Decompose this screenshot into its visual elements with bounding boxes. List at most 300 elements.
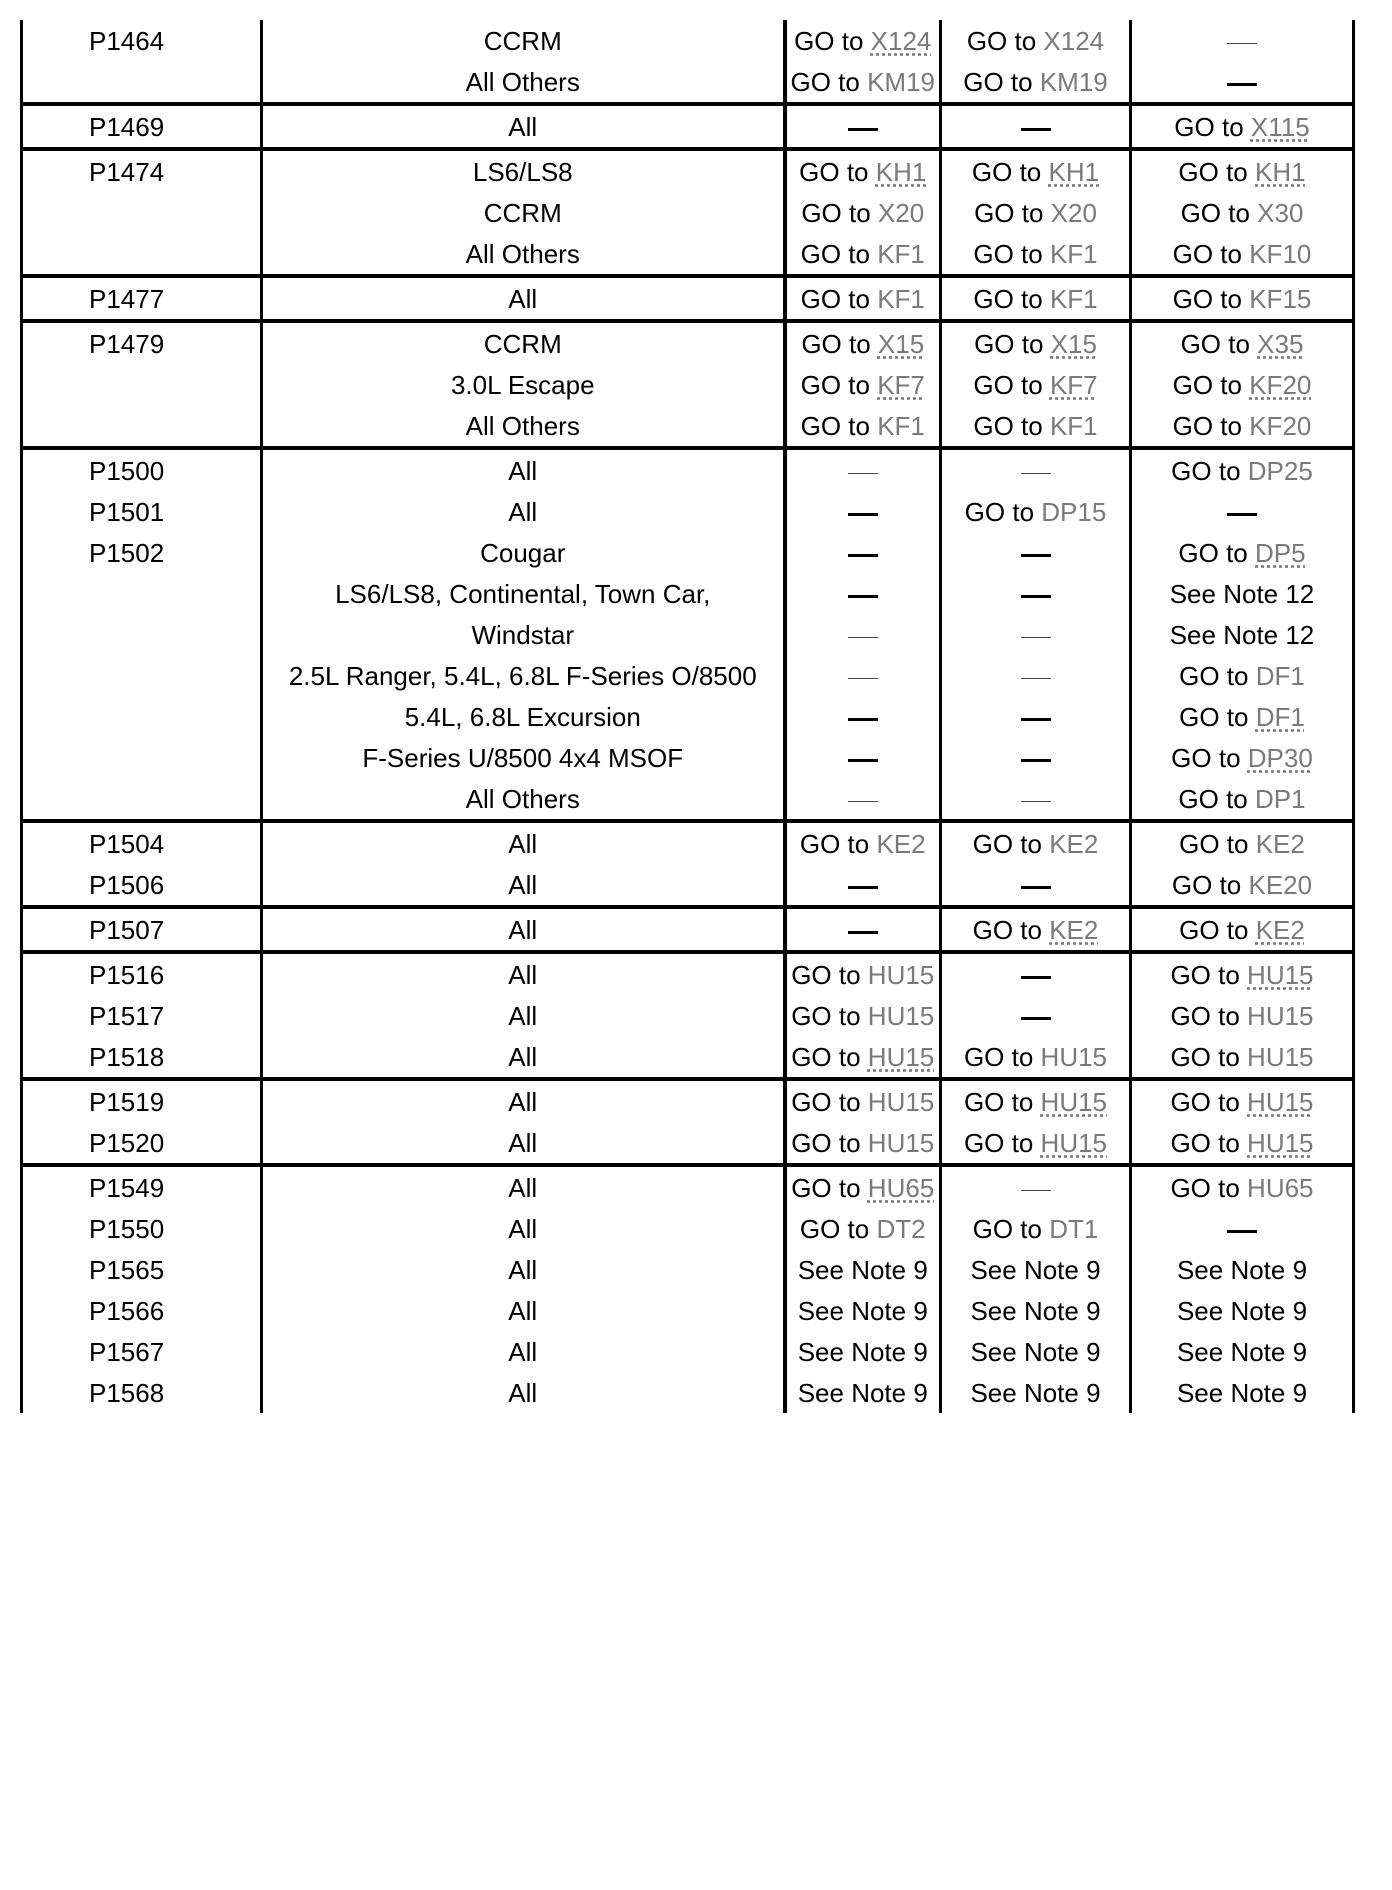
- application-cell: CCRM: [262, 20, 785, 61]
- action-cell: [785, 1372, 941, 1413]
- pinpoint-test-link[interactable]: HU15: [1040, 1128, 1108, 1158]
- table-row: [22, 321, 1354, 364]
- goto-label: GO to: [791, 1087, 861, 1117]
- action-cell: [1131, 448, 1354, 491]
- action-cell: [941, 448, 1131, 491]
- pinpoint-test-link[interactable]: HU15: [867, 1087, 935, 1117]
- application-cell: All: [262, 448, 785, 491]
- application-cell: 3.0L Escape: [262, 364, 785, 405]
- action-cell: [1131, 821, 1354, 864]
- action-cell: [941, 532, 1131, 573]
- pinpoint-test-link[interactable]: KE20: [1248, 870, 1313, 900]
- goto-label: GO to: [963, 1087, 1034, 1117]
- action-cell: [1131, 655, 1354, 696]
- action-cell: [1131, 737, 1354, 778]
- table-row: [22, 907, 1354, 952]
- table-row: [22, 1249, 1354, 1290]
- table-row: [22, 532, 1354, 573]
- action-cell: [1131, 405, 1354, 448]
- em-dash-mark: [848, 128, 878, 131]
- action-cell: [785, 1165, 941, 1208]
- pinpoint-test-link[interactable]: DT2: [876, 1214, 926, 1244]
- application-cell: LS6/LS8, Continental, Town Car,: [262, 573, 785, 614]
- application-cell: All: [262, 276, 785, 321]
- pinpoint-test-link[interactable]: DP1: [1255, 784, 1306, 814]
- pinpoint-test-link[interactable]: KF1: [1049, 284, 1098, 314]
- table-row: [22, 61, 1354, 104]
- table-row: [22, 192, 1354, 233]
- dtc-code-cell: P1507: [22, 907, 262, 952]
- action-cell: [1131, 907, 1354, 952]
- action-cell: [785, 614, 941, 655]
- action-cell: [941, 864, 1131, 907]
- goto-label: GO to: [972, 1214, 1042, 1244]
- em-dash-mark: [1227, 83, 1257, 86]
- action-cell: [785, 952, 941, 995]
- dtc-code-cell: P1504: [22, 821, 262, 864]
- action-cell: [941, 778, 1131, 821]
- goto-label: GO to: [1170, 1001, 1240, 1031]
- dtc-code-cell: P1518: [22, 1036, 262, 1079]
- action-cell: [785, 1036, 941, 1079]
- pinpoint-test-link[interactable]: DT1: [1049, 1214, 1099, 1244]
- action-cell: [1131, 104, 1354, 149]
- application-cell: Cougar: [262, 532, 785, 573]
- em-dash-mark: [1021, 128, 1051, 131]
- note-text: See Note 12: [1169, 620, 1315, 650]
- action-cell: [1131, 864, 1354, 907]
- action-cell: [785, 1290, 941, 1331]
- action-cell: [1131, 1249, 1354, 1290]
- action-cell: [941, 737, 1131, 778]
- table-row: [22, 737, 1354, 778]
- action-cell: [1131, 321, 1354, 364]
- application-cell: 5.4L, 6.8L Excursion: [262, 696, 785, 737]
- action-cell: [941, 491, 1131, 532]
- note-text: See Note 9: [970, 1337, 1101, 1367]
- dtc-code-cell: P1565: [22, 1249, 262, 1290]
- goto-label: GO to: [972, 829, 1042, 859]
- goto-label: GO to: [972, 915, 1042, 945]
- goto-label: GO to: [1170, 960, 1240, 990]
- goto-label: GO to: [963, 1042, 1034, 1072]
- action-cell: [1131, 1208, 1354, 1249]
- pinpoint-test-link[interactable]: KE2: [876, 829, 926, 859]
- dtc-code-cell: P1477: [22, 276, 262, 321]
- action-cell: [1131, 149, 1354, 192]
- pinpoint-test-link[interactable]: KH1: [1255, 157, 1306, 187]
- application-cell: All: [262, 1122, 785, 1165]
- goto-label: GO to: [973, 239, 1043, 269]
- pinpoint-test-link[interactable]: KF1: [1049, 411, 1098, 441]
- action-cell: [785, 778, 941, 821]
- application-cell: Windstar: [262, 614, 785, 655]
- application-cell: F-Series U/8500 4x4 MSOF: [262, 737, 785, 778]
- dtc-code-cell: P1566: [22, 1290, 262, 1331]
- action-cell: [785, 655, 941, 696]
- action-cell: [785, 532, 941, 573]
- action-cell: [1131, 1372, 1354, 1413]
- em-dash-mark: [1021, 637, 1051, 638]
- action-cell: [785, 192, 941, 233]
- action-cell: [785, 149, 941, 192]
- action-cell: [785, 20, 941, 61]
- em-dash-mark: [1021, 759, 1051, 762]
- action-cell: [941, 233, 1131, 276]
- pinpoint-test-link[interactable]: KF7: [1049, 370, 1098, 400]
- dtc-table-body: [22, 20, 1354, 1413]
- em-dash-mark: [1021, 801, 1051, 802]
- dtc-code-cell: P1464: [22, 20, 262, 61]
- application-cell: All: [262, 1290, 785, 1331]
- em-dash-mark: [1021, 976, 1051, 979]
- application-cell: All: [262, 1208, 785, 1249]
- goto-label: GO to: [791, 1173, 861, 1203]
- em-dash-mark: [1021, 678, 1051, 679]
- table-row: [22, 1036, 1354, 1079]
- action-cell: [941, 321, 1131, 364]
- em-dash-mark: [1227, 513, 1257, 516]
- em-dash-mark: [1227, 1230, 1257, 1233]
- goto-label: GO to: [1171, 456, 1241, 486]
- action-cell: [941, 1208, 1131, 1249]
- action-cell: [941, 149, 1131, 192]
- application-cell: All: [262, 907, 785, 952]
- table-row: [22, 149, 1354, 192]
- pinpoint-test-link[interactable]: KE2: [1049, 915, 1099, 945]
- application-cell: All: [262, 1079, 785, 1122]
- pinpoint-test-link[interactable]: HU15: [1247, 1128, 1314, 1158]
- pinpoint-test-link[interactable]: KF1: [877, 411, 925, 441]
- pinpoint-test-link[interactable]: KF20: [1249, 411, 1312, 441]
- action-cell: [1131, 192, 1354, 233]
- action-cell: [1131, 995, 1354, 1036]
- table-row: [22, 1165, 1354, 1208]
- action-cell: [941, 1290, 1131, 1331]
- dtc-code-cell: P1516: [22, 952, 262, 995]
- dtc-code-cell: P1506: [22, 864, 262, 907]
- action-cell: [941, 1036, 1131, 1079]
- action-cell: [1131, 20, 1354, 61]
- note-text: See Note 9: [1176, 1255, 1308, 1285]
- dtc-code-cell: [22, 614, 262, 655]
- pinpoint-test-link[interactable]: X20: [1050, 198, 1097, 228]
- pinpoint-test-link[interactable]: X20: [877, 198, 925, 228]
- action-cell: [941, 952, 1131, 995]
- table-row: [22, 1372, 1354, 1413]
- em-dash-mark: [1021, 554, 1051, 557]
- action-cell: [1131, 573, 1354, 614]
- goto-label: GO to: [1179, 829, 1249, 859]
- goto-label: GO to: [973, 284, 1043, 314]
- action-cell: [1131, 491, 1354, 532]
- pinpoint-test-link[interactable]: KE2: [1255, 829, 1305, 859]
- note-text: See Note 9: [1176, 1296, 1308, 1326]
- action-cell: [941, 364, 1131, 405]
- pinpoint-test-link[interactable]: KE2: [1049, 829, 1099, 859]
- dtc-code-cell: [22, 61, 262, 104]
- pinpoint-test-link[interactable]: DP25: [1247, 456, 1313, 486]
- dtc-code-cell: [22, 655, 262, 696]
- goto-label: GO to: [974, 329, 1044, 359]
- pinpoint-test-link[interactable]: X15: [1050, 329, 1097, 359]
- pinpoint-test-link[interactable]: KF15: [1249, 284, 1312, 314]
- application-cell: All: [262, 952, 785, 995]
- action-cell: [941, 1331, 1131, 1372]
- pinpoint-test-link[interactable]: HU15: [867, 1001, 935, 1031]
- em-dash-mark: [848, 637, 878, 638]
- pinpoint-test-link[interactable]: KH1: [1048, 157, 1100, 187]
- goto-label: GO to: [966, 26, 1037, 56]
- action-cell: [1131, 61, 1354, 104]
- action-cell: [941, 1249, 1131, 1290]
- table-row: [22, 696, 1354, 737]
- action-cell: [941, 192, 1131, 233]
- action-cell: [785, 1208, 941, 1249]
- action-cell: [941, 655, 1131, 696]
- goto-label: GO to: [790, 67, 860, 97]
- note-text: See Note 9: [797, 1378, 928, 1408]
- application-cell: All: [262, 864, 785, 907]
- pinpoint-test-link[interactable]: KF1: [1049, 239, 1098, 269]
- pinpoint-test-link[interactable]: HU15: [1247, 960, 1314, 990]
- action-cell: [785, 405, 941, 448]
- pinpoint-test-link[interactable]: X35: [1257, 329, 1304, 359]
- table-row: [22, 573, 1354, 614]
- goto-label: GO to: [801, 198, 871, 228]
- em-dash-mark: [1021, 473, 1051, 474]
- goto-label: GO to: [1180, 329, 1250, 359]
- table-row: [22, 1208, 1354, 1249]
- action-cell: [1131, 696, 1354, 737]
- action-cell: [1131, 614, 1354, 655]
- pinpoint-test-link[interactable]: KH1: [875, 157, 927, 187]
- table-row: [22, 1331, 1354, 1372]
- action-cell: [941, 821, 1131, 864]
- goto-label: GO to: [963, 67, 1033, 97]
- pinpoint-test-link[interactable]: HU15: [1247, 1087, 1314, 1117]
- pinpoint-test-link[interactable]: KM19: [1039, 67, 1108, 97]
- dtc-code-cell: P1519: [22, 1079, 262, 1122]
- action-cell: [941, 20, 1131, 61]
- goto-label: GO to: [794, 26, 864, 56]
- pinpoint-test-link[interactable]: X124: [870, 26, 932, 56]
- goto-label: GO to: [1172, 411, 1242, 441]
- goto-label: GO to: [1170, 1087, 1240, 1117]
- pinpoint-test-link[interactable]: KF7: [877, 370, 925, 400]
- action-cell: [941, 104, 1131, 149]
- em-dash-mark: [1021, 886, 1051, 889]
- action-cell: [941, 61, 1131, 104]
- application-cell: All: [262, 1372, 785, 1413]
- goto-label: GO to: [799, 1214, 870, 1244]
- table-row: [22, 20, 1354, 61]
- action-cell: [1131, 778, 1354, 821]
- pinpoint-test-link[interactable]: DP30: [1247, 743, 1313, 773]
- application-cell: All: [262, 1165, 785, 1208]
- goto-label: GO to: [971, 157, 1042, 187]
- table-row: [22, 276, 1354, 321]
- pinpoint-test-link[interactable]: DF1: [1255, 702, 1305, 732]
- goto-label: GO to: [973, 411, 1043, 441]
- dtc-code-cell: P1502: [22, 532, 262, 573]
- goto-label: GO to: [1179, 915, 1249, 945]
- em-dash-mark: [848, 473, 878, 474]
- dtc-code-cell: [22, 364, 262, 405]
- action-cell: [941, 614, 1131, 655]
- goto-label: GO to: [800, 284, 870, 314]
- action-cell: [941, 1372, 1131, 1413]
- pinpoint-test-link[interactable]: HU15: [867, 1042, 935, 1072]
- action-cell: [1131, 1079, 1354, 1122]
- table-row: [22, 614, 1354, 655]
- goto-label: GO to: [1172, 370, 1242, 400]
- application-cell: All Others: [262, 233, 785, 276]
- em-dash-mark: [848, 554, 878, 557]
- pinpoint-test-link[interactable]: DP5: [1255, 538, 1306, 568]
- goto-label: GO to: [800, 239, 870, 269]
- pinpoint-test-link[interactable]: DF1: [1255, 661, 1305, 691]
- application-cell: 2.5L Ranger, 5.4L, 6.8L F-Series O/8500: [262, 655, 785, 696]
- dtc-code-cell: [22, 405, 262, 448]
- pinpoint-test-link[interactable]: KF10: [1249, 239, 1312, 269]
- pinpoint-test-link[interactable]: KE2: [1255, 915, 1305, 945]
- action-cell: [785, 821, 941, 864]
- action-cell: [785, 1331, 941, 1372]
- goto-label: GO to: [1170, 1173, 1240, 1203]
- goto-label: GO to: [1178, 538, 1248, 568]
- pinpoint-test-link[interactable]: HU15: [1040, 1042, 1108, 1072]
- action-cell: [785, 1249, 941, 1290]
- goto-label: GO to: [974, 198, 1044, 228]
- pinpoint-test-link[interactable]: X30: [1257, 198, 1304, 228]
- application-cell: LS6/LS8: [262, 149, 785, 192]
- pinpoint-test-link[interactable]: HU15: [1247, 1042, 1314, 1072]
- pinpoint-test-link[interactable]: X15: [877, 329, 925, 359]
- em-dash-mark: [848, 595, 878, 598]
- note-text: See Note 9: [970, 1255, 1101, 1285]
- goto-label: GO to: [791, 1128, 861, 1158]
- goto-label: GO to: [800, 370, 870, 400]
- em-dash-mark: [848, 801, 878, 802]
- em-dash-mark: [1021, 718, 1051, 721]
- application-cell: All: [262, 1036, 785, 1079]
- goto-label: GO to: [1179, 702, 1249, 732]
- pinpoint-test-link[interactable]: HU15: [867, 960, 935, 990]
- action-cell: [1131, 532, 1354, 573]
- action-cell: [941, 907, 1131, 952]
- goto-label: GO to: [1170, 1128, 1240, 1158]
- action-cell: [1131, 233, 1354, 276]
- table-row: [22, 1122, 1354, 1165]
- dtc-code-cell: [22, 696, 262, 737]
- em-dash-mark: [848, 513, 878, 516]
- pinpoint-test-link[interactable]: HU15: [1040, 1087, 1108, 1117]
- em-dash-mark: [848, 886, 878, 889]
- dtc-code-cell: [22, 778, 262, 821]
- table-row: [22, 821, 1354, 864]
- pinpoint-test-link[interactable]: X115: [1250, 112, 1310, 142]
- goto-label: GO to: [1174, 112, 1244, 142]
- goto-label: GO to: [1171, 743, 1241, 773]
- dtc-code-cell: P1517: [22, 995, 262, 1036]
- em-dash-mark: [1227, 43, 1257, 44]
- pinpoint-test-link[interactable]: HU15: [867, 1128, 935, 1158]
- action-cell: [785, 573, 941, 614]
- action-cell: [941, 1165, 1131, 1208]
- dtc-code-cell: P1469: [22, 104, 262, 149]
- application-cell: CCRM: [262, 321, 785, 364]
- action-cell: [785, 321, 941, 364]
- action-cell: [1131, 952, 1354, 995]
- goto-label: GO to: [1178, 157, 1248, 187]
- table-row: [22, 952, 1354, 995]
- pinpoint-test-link[interactable]: HU65: [867, 1173, 935, 1203]
- pinpoint-test-link[interactable]: KF1: [877, 284, 925, 314]
- table-row: [22, 491, 1354, 532]
- dtc-code-cell: P1479: [22, 321, 262, 364]
- goto-label: GO to: [1180, 198, 1250, 228]
- goto-label: GO to: [1170, 1042, 1240, 1072]
- pinpoint-test-link[interactable]: KF20: [1249, 370, 1312, 400]
- note-text: See Note 9: [970, 1296, 1101, 1326]
- pinpoint-test-link[interactable]: HU65: [1247, 1173, 1314, 1203]
- application-cell: All: [262, 1249, 785, 1290]
- action-cell: [785, 995, 941, 1036]
- action-cell: [785, 737, 941, 778]
- table-row: [22, 864, 1354, 907]
- action-cell: [785, 448, 941, 491]
- table-row: [22, 778, 1354, 821]
- dtc-code-cell: [22, 737, 262, 778]
- dtc-code-cell: P1500: [22, 448, 262, 491]
- pinpoint-test-link[interactable]: DP15: [1041, 497, 1107, 527]
- table-row: [22, 995, 1354, 1036]
- goto-label: GO to: [791, 960, 861, 990]
- table-row: [22, 364, 1354, 405]
- pinpoint-test-link[interactable]: KF1: [877, 239, 925, 269]
- dtc-code-cell: [22, 192, 262, 233]
- table-row: [22, 405, 1354, 448]
- pinpoint-test-link[interactable]: KM19: [867, 67, 936, 97]
- em-dash-mark: [1021, 595, 1051, 598]
- pinpoint-test-link[interactable]: X124: [1043, 26, 1105, 56]
- action-cell: [785, 233, 941, 276]
- action-cell: [941, 405, 1131, 448]
- action-cell: [785, 864, 941, 907]
- goto-label: GO to: [799, 829, 870, 859]
- goto-label: GO to: [1178, 784, 1248, 814]
- table-row: [22, 104, 1354, 149]
- action-cell: [941, 1122, 1131, 1165]
- application-cell: All Others: [262, 778, 785, 821]
- action-cell: [785, 61, 941, 104]
- action-cell: [785, 1122, 941, 1165]
- dtc-code-cell: [22, 233, 262, 276]
- action-cell: [1131, 1165, 1354, 1208]
- pinpoint-test-link[interactable]: HU15: [1247, 1001, 1314, 1031]
- note-text: See Note 9: [970, 1378, 1101, 1408]
- dtc-code-cell: P1501: [22, 491, 262, 532]
- goto-label: GO to: [1179, 661, 1249, 691]
- application-cell: All: [262, 1331, 785, 1372]
- goto-label: GO to: [1171, 870, 1242, 900]
- em-dash-mark: [848, 931, 878, 934]
- application-cell: CCRM: [262, 192, 785, 233]
- dtc-code-cell: P1549: [22, 1165, 262, 1208]
- note-text: See Note 9: [797, 1296, 928, 1326]
- action-cell: [941, 696, 1131, 737]
